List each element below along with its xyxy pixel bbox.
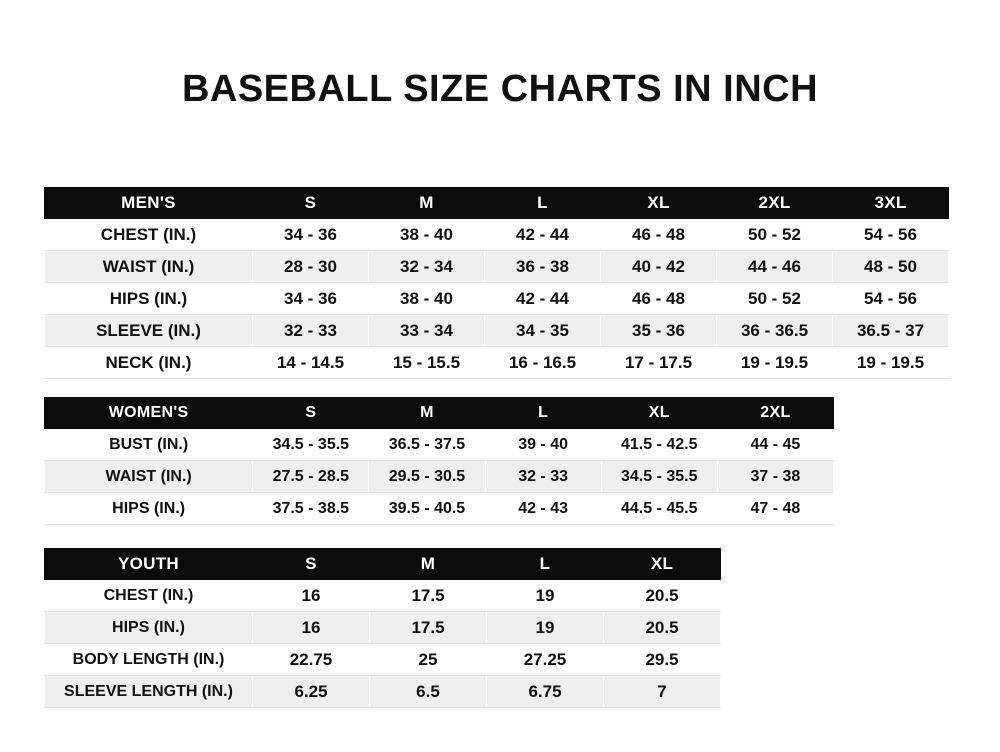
table-cell: 36 - 38: [485, 251, 601, 283]
table-cell: 42 - 44: [485, 283, 601, 315]
table-cell: 39.5 - 40.5: [369, 493, 485, 525]
column-header: WOMEN'S: [45, 398, 253, 429]
table-cell: 46 - 48: [601, 219, 717, 251]
table-cell: 42 - 44: [485, 219, 601, 251]
table-cell: 44 - 45: [717, 429, 833, 461]
table-cell: 36 - 36.5: [717, 315, 833, 347]
table-cell: 27.5 - 28.5: [253, 461, 369, 493]
table-cell: 36.5 - 37.5: [369, 429, 485, 461]
table-cell: 34.5 - 35.5: [601, 461, 717, 493]
table-cell: 44.5 - 45.5: [601, 493, 717, 525]
row-label: CHEST (IN.): [45, 580, 253, 612]
table-cell: 39 - 40: [485, 429, 601, 461]
table-row: [45, 219, 949, 251]
table-cell: 19: [487, 612, 604, 644]
table-row: [45, 644, 721, 676]
table-cell: 32 - 34: [369, 251, 485, 283]
page-title: BASEBALL SIZE CHARTS IN INCH: [181, 68, 819, 110]
row-label: NECK (IN.): [45, 347, 253, 379]
column-header: MEN'S: [45, 188, 253, 219]
table-row: [45, 251, 949, 283]
column-header: XL: [601, 188, 717, 219]
table-cell: 19: [487, 580, 604, 612]
table-cell: 40 - 42: [601, 251, 717, 283]
table-row: [45, 315, 949, 347]
column-header: 3XL: [833, 188, 949, 219]
table-cell: 44 - 46: [717, 251, 833, 283]
table-cell: 50 - 52: [717, 219, 833, 251]
table-cell: 27.25: [487, 644, 604, 676]
row-label: HIPS (IN.): [45, 493, 253, 525]
youth-size-chart: [44, 548, 721, 708]
table-cell: 7: [604, 676, 721, 708]
column-header: S: [253, 188, 369, 219]
column-header: L: [485, 188, 601, 219]
table-row: [45, 461, 834, 493]
table-cell: 6.25: [253, 676, 370, 708]
table-cell: 38 - 40: [369, 219, 485, 251]
table-cell: 33 - 34: [369, 315, 485, 347]
table-cell: 37 - 38: [717, 461, 833, 493]
table-cell: 19 - 19.5: [833, 347, 949, 379]
table-row: [45, 612, 721, 644]
table-cell: 34 - 36: [253, 219, 369, 251]
table-cell: 16: [253, 612, 370, 644]
column-header: XL: [601, 398, 717, 429]
row-label: WAIST (IN.): [45, 251, 253, 283]
column-header: M: [370, 549, 487, 580]
column-header: M: [369, 188, 485, 219]
table-cell: 54 - 56: [833, 219, 949, 251]
table-cell: 34 - 35: [485, 315, 601, 347]
table-cell: 50 - 52: [717, 283, 833, 315]
table-cell: 17 - 17.5: [601, 347, 717, 379]
table-cell: 20.5: [604, 612, 721, 644]
table-cell: 41.5 - 42.5: [601, 429, 717, 461]
table-cell: 22.75: [253, 644, 370, 676]
table-cell: 42 - 43: [485, 493, 601, 525]
row-label: BODY LENGTH (IN.): [45, 644, 253, 676]
row-label: CHEST (IN.): [45, 219, 253, 251]
womens-size-chart: [44, 397, 834, 525]
mens-size-chart: [44, 187, 949, 379]
table-cell: 46 - 48: [601, 283, 717, 315]
table-cell: 16 - 16.5: [485, 347, 601, 379]
table-cell: 32 - 33: [253, 315, 369, 347]
table-row: [45, 429, 834, 461]
row-label: SLEEVE LENGTH (IN.): [45, 676, 253, 708]
table-row: [45, 676, 721, 708]
table-cell: 47 - 48: [717, 493, 833, 525]
column-header: 2XL: [717, 398, 833, 429]
table-cell: 20.5: [604, 580, 721, 612]
row-label: HIPS (IN.): [45, 612, 253, 644]
table-row: [45, 493, 834, 525]
column-header: L: [487, 549, 604, 580]
row-label: SLEEVE (IN.): [45, 315, 253, 347]
table-cell: 14 - 14.5: [253, 347, 369, 379]
column-header: XL: [604, 549, 721, 580]
column-header: 2XL: [717, 188, 833, 219]
table-cell: 6.75: [487, 676, 604, 708]
column-header: L: [485, 398, 601, 429]
table-cell: 29.5: [604, 644, 721, 676]
table-cell: 15 - 15.5: [369, 347, 485, 379]
row-label: BUST (IN.): [45, 429, 253, 461]
table-cell: 16: [253, 580, 370, 612]
row-label: WAIST (IN.): [45, 461, 253, 493]
table-header-row: [45, 549, 721, 580]
column-header: M: [369, 398, 485, 429]
table-cell: 29.5 - 30.5: [369, 461, 485, 493]
table-cell: 38 - 40: [369, 283, 485, 315]
table-cell: 34 - 36: [253, 283, 369, 315]
table-cell: 37.5 - 38.5: [253, 493, 369, 525]
column-header: S: [253, 549, 370, 580]
table-cell: 25: [370, 644, 487, 676]
table-cell: 36.5 - 37: [833, 315, 949, 347]
table-cell: 28 - 30: [253, 251, 369, 283]
table-header-row: [45, 188, 949, 219]
table-cell: 6.5: [370, 676, 487, 708]
table-row: [45, 580, 721, 612]
table-cell: 32 - 33: [485, 461, 601, 493]
table-cell: 35 - 36: [601, 315, 717, 347]
table-cell: 34.5 - 35.5: [253, 429, 369, 461]
table-cell: 17.5: [370, 580, 487, 612]
table-header-row: [45, 398, 834, 429]
table-cell: 17.5: [370, 612, 487, 644]
table-row: [45, 347, 949, 379]
table-cell: 54 - 56: [833, 283, 949, 315]
table-cell: 48 - 50: [833, 251, 949, 283]
column-header: YOUTH: [45, 549, 253, 580]
table-row: [45, 283, 949, 315]
row-label: HIPS (IN.): [45, 283, 253, 315]
column-header: S: [253, 398, 369, 429]
table-cell: 19 - 19.5: [717, 347, 833, 379]
